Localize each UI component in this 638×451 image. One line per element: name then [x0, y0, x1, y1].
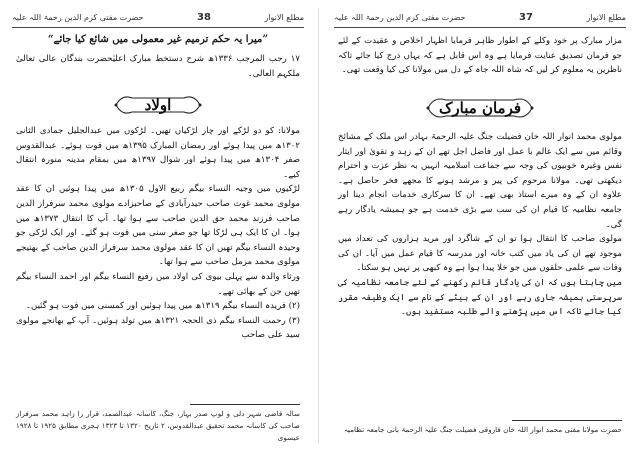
right-header-title: حضرت مفتی کرم الدین رحمۃ اللہ علیہ: [334, 12, 466, 22]
left-list-item-1: (۲) فریدہ النساء بیگم ۱۳۱۹ھ میں پیدا ہوئیں اور کمسنی میں فوت ہو گئیں۔: [26, 301, 300, 312]
right-footnote: حضرت مولانا مفتی محمد انوار اللہ خان فاروقی فضیلت جنگ علیہ الرحمۃ بانی جامعہ نظامیہ: [343, 425, 622, 434]
left-paragraph-2: لڑکیوں میں وجیہ النساء بیگم ربیع الاول ۱۳۰۵ھ میں پیدا ہوئیں ان کا عقد مولوی محمد غوث صاحب حیدرآبادی کے صاحبزادے مولوی محمد سرفراز الدین صاحب فرزند محمد حق الدین صاحب سے ہوا تھا۔ آپ کا انتقال ۱۳۷۳ھ میں ہوا۔ ان کا ایک ہی لڑکا تھا جو صغر سنی میں فوت ہو گئے۔ اور ایک لڑکی جو وحیدہ النساء بیگم تھیں ان کا عقد مولوی محمد سرفراز الدین صاحب کے بھتیجے مولوی محمد مزمل صاحب سے ہوا تھا۔: [16, 184, 300, 268]
right-header-book: مطلع الانوار: [586, 12, 626, 22]
right-footnote-rule: [512, 420, 622, 421]
page-gutter: [318, 8, 319, 443]
left-heading: اولاد: [144, 96, 172, 114]
right-paragraph-2: مولوی صاحب کا انتقال ہوا تو ان کے شاگرد اور مرید ہزاروں کی تعداد میں موجود تھے ان کی یاد میں کتب خانہ اور مدرسہ کا قیام عمل میں آیا۔ ان کی وفات سے علمی حلقوں میں جو خلا پیدا ہوا ہے وہ کبھی پر نہیں ہو سکتا۔: [338, 234, 622, 274]
right-heading: فرمان مبارک: [438, 99, 522, 117]
left-header-book: مطلع الانوار: [264, 12, 304, 22]
left-heading-ornament: [112, 92, 204, 118]
left-footnote: سالہ قاضی شہر دلی و لوپ صدر بہار، جنگ، کاسانہ عبدالصمد، قرار را زاہد محمد سرفراز صاحب کی کاسانہ محمد تحقیق عبدالقدوس، ۲ تاریخ ۱۳۲۰ تا ۱۳۲۳ ہجری مطابق ۱۹۲۵ تا ۱۹۲۸ عیسوی: [16, 409, 300, 442]
left-intro-text: [16, 52, 300, 81]
left-quote: ”میرا یہ حکم ترمیم غیر معمولی میں شائع کیا جائے“: [47, 34, 269, 45]
right-header-rule: [334, 27, 626, 28]
left-header-rule: [12, 27, 304, 28]
left-page: [2, 0, 314, 451]
left-page-number: 38: [197, 11, 211, 23]
left-footnote-rule: [190, 404, 300, 405]
right-page-header: [334, 8, 626, 26]
right-page: [324, 0, 636, 451]
right-page-number: 37: [519, 11, 533, 23]
left-header-title: حضرت مفتی کرم الدین رحمۃ اللہ علیہ: [12, 12, 144, 22]
right-paragraph-3: میں چاہتا ہوں کہ ان کی یادگار قائم رکھنے کے لئے جامعہ نظامیہ کی سرپرستی ہمیشہ جاری رہے اور ان کے بیٹے کے نام سے ایک وظیفہ مقرر کیا جائے تاکہ اس میں پڑھنے والے طلبہ مستفید ہوں۔: [338, 277, 622, 318]
right-intro-paragraph: مزار مبارک پر خود وکلے کے اطوار ظاہر فرمایا اظہار اخلاص و عقیدت کے لئے جو فرمان تصدیق عنایت فرمایا ہے وہ اس قابل ہے کہ یہاں درج کیا جائے تاکہ ناظرین یہ معلوم کر لیں کہ شاہ اللہ جاہ کے دل میں مولانا کی کیا وقعت تھی۔: [338, 36, 622, 76]
right-paragraph-1: مولوی محمد انوار اللہ خان فضیلت جنگ علیہ الرحمۃ بہادر اس ملک کے مشائخ وقائم میں سے ایک عالم با عمل اور فاضل اجل تھے ان کے زہد و تقویٰ اور ایثار نفس وغیرہ خوبیوں کی وجہ سے جماعت اسلامیہ انہیں بہ نظر عزت و احترام دیکھتی تھی۔ مولانا مرحوم کی پیر و مرشد ہونے کا مجھے فخر حاصل ہے۔ علاوہ ان کے وہ میرے استاذ بھی تھے۔ ان کا سرکاری خدمات انجام دینا اور جامعہ نظامیہ کا قیام ان کی سب سے بڑی خدمت ہے جو ہمیشہ یادگار رہے گی۔: [338, 132, 622, 230]
left-page-header: [12, 8, 304, 26]
right-heading-ornament: [424, 94, 536, 122]
left-paragraph-1: مولانا: کو دو لڑکے اور چار لڑکیاں تھیں۔ لڑکوں میں عبدالجلیل جمادی الثانی ۱۳۰۲ھ میں پیدا ہوئے اور رمضان المبارک ۱۳۹۵ھ میں فوت ہوئے۔ عبدالقدوس صفر ۱۳۰۴ھ میں پیدا ہوئے اور شوال ۱۳۹۷ھ میں بمقام مدینہ منورہ انتقال کیے۔: [16, 126, 300, 180]
left-intro-paragraph: ۱۷ رجب المرجب ۱۳۳۶ھ شرح دستخط مبارک اعلیٰحضرت بندگان عالی تعالیٰ ملکہم العالی۔: [16, 54, 300, 79]
right-intro-text: [338, 34, 622, 78]
right-body-text: [338, 130, 622, 320]
left-paragraph-3: ورثاء والدہ سے پہلی بیوی کی اولاد میں رفیع النساء بیگم اور احمد النساء بیگم تھیں جن کے بھائی تھے۔: [16, 271, 300, 297]
left-body-text: [16, 124, 300, 343]
left-list-item-2: (۳) رحمت النساء بیگم ذی الحجہ ۱۳۲۱ھ میں تولد ہوئیں۔ آپ کے بھانجے مولوی سید علی صاحب: [16, 315, 300, 341]
